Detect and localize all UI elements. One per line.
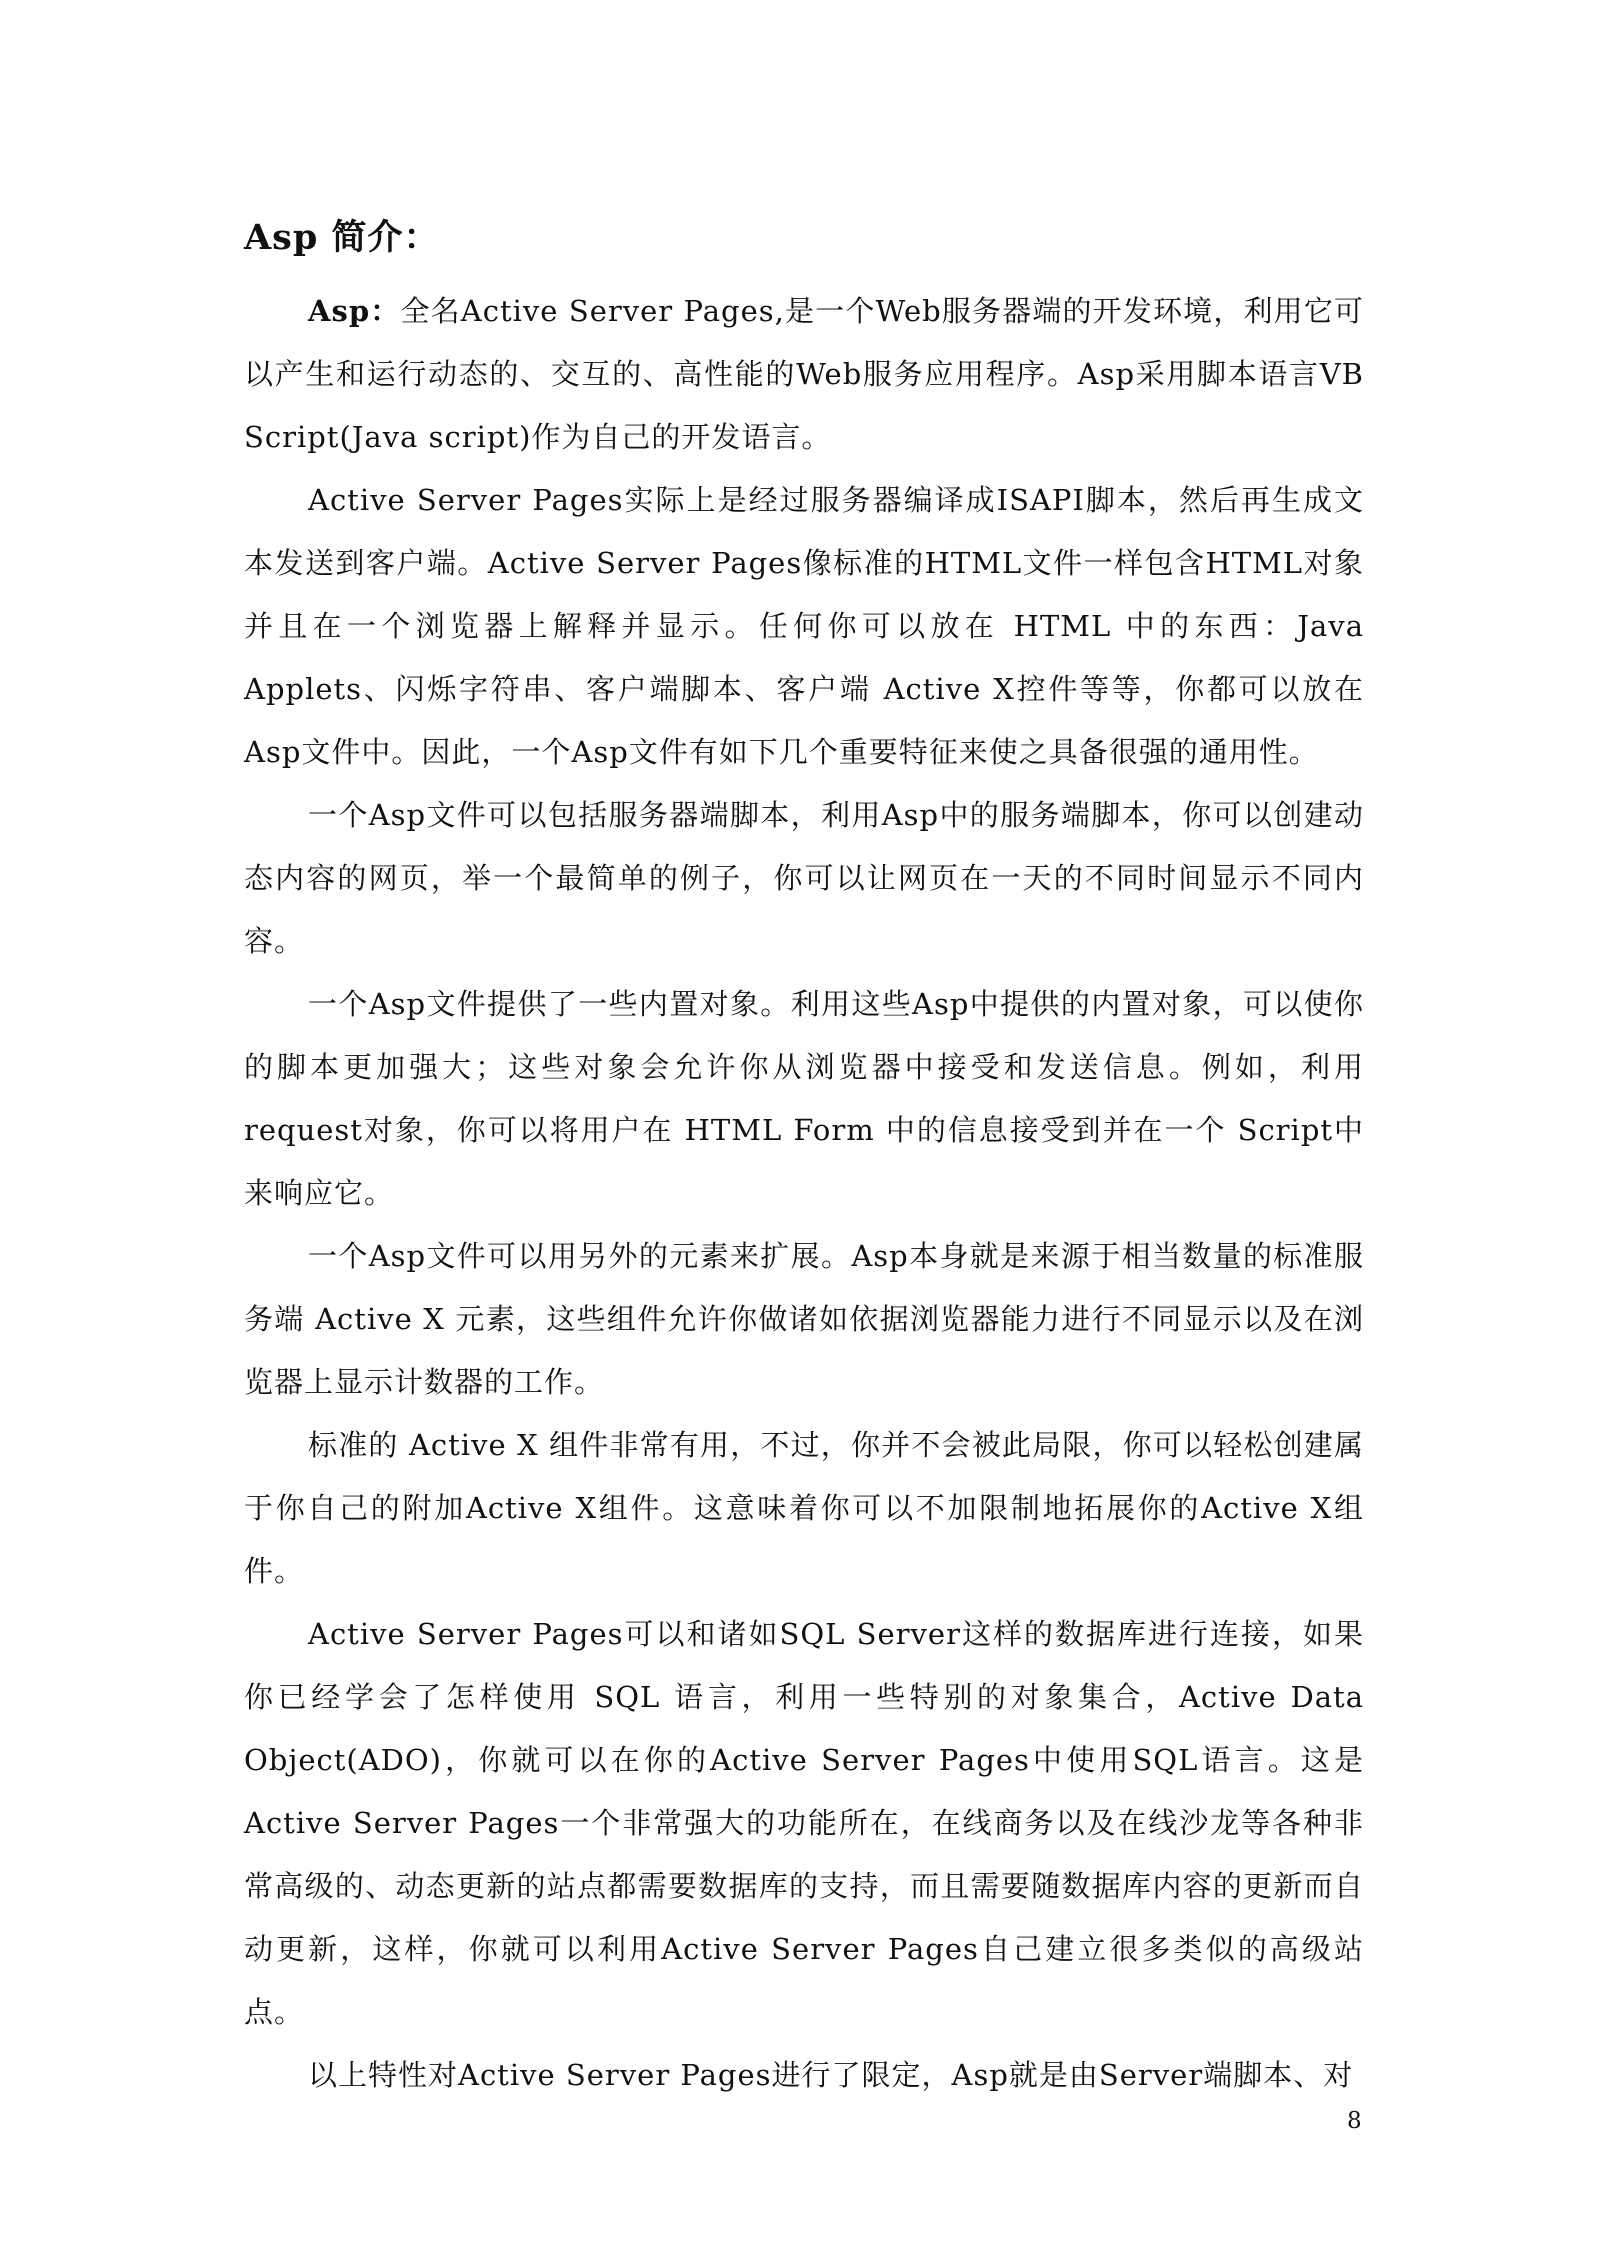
paragraph-5 <box>244 1225 1364 1414</box>
paragraph-text: Active Server Pages实际上是经过服务器编译成ISAPI脚本，然后再生成文本发送到客户端。Active Server Pages像标准的HTML文件一样包含HTML对象并且在一个浏览器上解释并显示。任何你可以放在 HTML 中的东西：Java Applets、闪烁字符串、客户端脚本、客户端 Active X控件等等，你都可以放在Asp文件中。因此，一个Asp文件有如下几个重要特征来使之具备很强的通用性。 <box>244 483 1364 769</box>
paragraph-7 <box>244 1603 1364 2044</box>
paragraph-2 <box>244 469 1364 784</box>
paragraph-lead-term: Asp： <box>308 294 401 328</box>
paragraph-4 <box>244 973 1364 1225</box>
paragraph-1 <box>244 280 1364 469</box>
paragraph-text: 一个Asp文件可以用另外的元素来扩展。Asp本身就是来源于相当数量的标准服务端 Active X 元素，这些组件允许你做诸如依据浏览器能力进行不同显示以及在浏览器上显示计数器的工作。 <box>244 1239 1364 1399</box>
section-heading: Asp 简介： <box>244 217 440 258</box>
paragraph-8 <box>244 2044 1364 2107</box>
paragraph-text: 标准的 Active X 组件非常有用，不过，你并不会被此局限，你可以轻松创建属于你自己的附加Active X组件。这意味着你可以不加限制地拓展你的Active X组件。 <box>244 1428 1364 1588</box>
paragraph-3 <box>244 784 1364 973</box>
paragraph-text: 一个Asp文件可以包括服务器端脚本，利用Asp中的服务端脚本，你可以创建动态内容的网页，举一个最简单的例子，你可以让网页在一天的不同时间显示不同内容。 <box>244 798 1364 958</box>
page-number: 8 <box>1347 2108 1362 2134</box>
paragraph-text: Active Server Pages可以和诸如SQL Server这样的数据库进行连接，如果你已经学会了怎样使用 SQL 语言，利用一些特别的对象集合，Active Data Object(ADO)，你就可以在你的Active Server Pages中使用SQL语言。这是Active Server Pages一个非常强大的功能所在，在线商务以及在线沙龙等各种非常高级的、动态更新的站点都需要数据库的支持，而且需要随数据库内容的更新而自动更新，这样，你就可以利用Active Server Pages自己建立很多类似的高级站点。 <box>244 1617 1364 2029</box>
paragraph-text: 以上特性对Active Server Pages进行了限定，Asp就是由Server端脚本、对 <box>308 2058 1354 2092</box>
body-text <box>244 280 1364 2107</box>
paragraph-6 <box>244 1414 1364 1603</box>
paragraph-text: 一个Asp文件提供了一些内置对象。利用这些Asp中提供的内置对象，可以使你的脚本更加强大；这些对象会允许你从浏览器中接受和发送信息。例如，利用request对象，你可以将用户在 HTML Form 中的信息接受到并在一个 Script中来响应它。 <box>244 987 1364 1210</box>
paragraph-text: 全名Active Server Pages,是一个Web服务器端的开发环境，利用它可以产生和运行动态的、交互的、高性能的Web服务应用程序。Asp采用脚本语言VB Script(Java script)作为自己的开发语言。 <box>244 294 1365 454</box>
